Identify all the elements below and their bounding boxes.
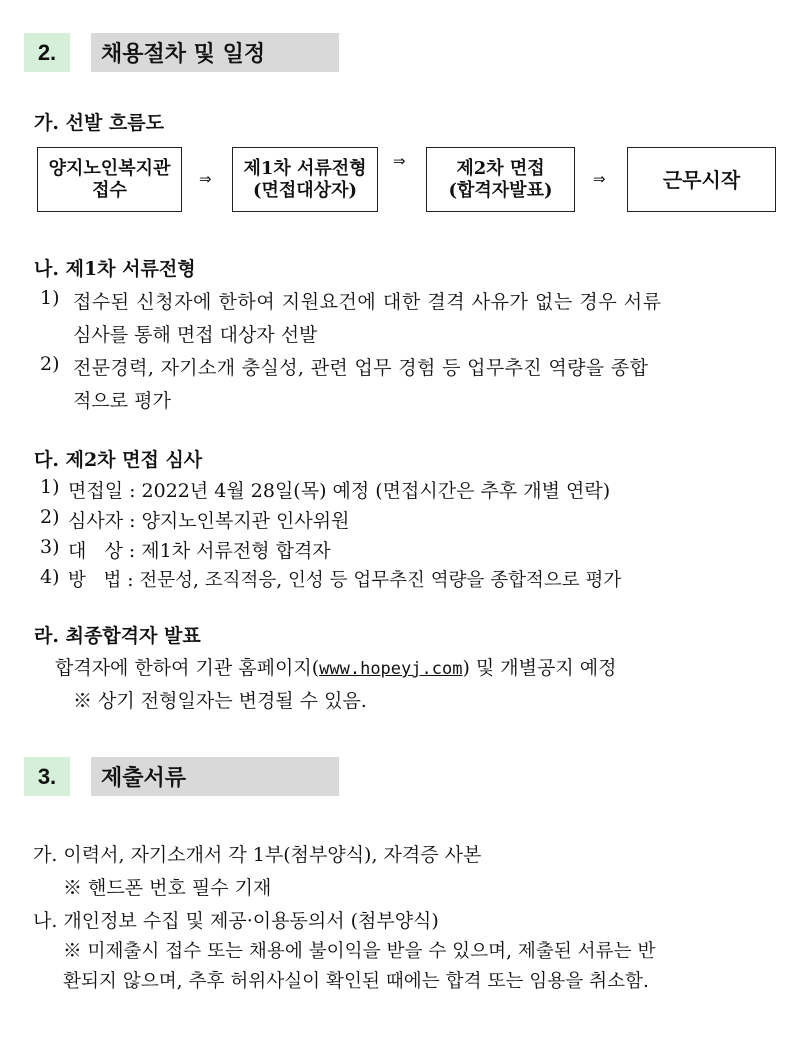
interview-item-1-num: 1): [40, 476, 60, 498]
required-docs-item-a-note: ※ 핸드폰 번호 필수 기재: [63, 877, 272, 899]
interview-item-3-num: 3): [40, 536, 60, 558]
flow-step-document-line2: (면접대상자): [253, 179, 357, 201]
flow-arrow-3: ⇒: [593, 170, 606, 188]
flow-step-reception-line2: 접수: [92, 179, 127, 201]
final-text-after: ) 및 개별공지 예정: [462, 657, 617, 679]
interview-item-2-num: 2): [40, 506, 60, 528]
final-announcement-heading: 라. 최종합격자 발표: [34, 625, 201, 647]
flow-step-start-work: [627, 147, 776, 212]
document-screening-heading: 나. 제1차 서류전형: [34, 258, 196, 280]
flow-heading: 가. 선발 흐름도: [34, 112, 164, 134]
flow-step-interview-line2: (합격자발표): [448, 179, 553, 201]
interview-item-3-text: 대 상 : 제1차 서류전형 합격자: [68, 540, 331, 562]
section-2-title: 채용절차 및 일정: [91, 33, 339, 72]
flow-step-document-screening: [232, 147, 378, 212]
required-docs-item-b-note-line2: 환되지 않으며, 추후 허위사실이 확인된 때에는 합격 또는 임용을 취소함.: [63, 971, 649, 992]
flow-arrow-1: ⇒: [199, 170, 212, 188]
section-3-title: 제출서류: [91, 757, 339, 796]
doc-item-2-num: 2): [40, 353, 60, 375]
final-text-before: 합격자에 한하여 기관 홈페이지(: [55, 657, 320, 679]
interview-item-4-text: 방 법 : 전문성, 조직적응, 인성 등 업무추진 역량을 종합적으로 평가: [68, 570, 622, 591]
section-3-number: 3.: [24, 757, 70, 796]
interview-item-1-text: 면접일 : 2022년 4월 28일(목) 예정 (면접시간은 추후 개별 연락): [68, 480, 611, 502]
flow-step-document-line1: 제1차 서류전형: [243, 157, 367, 179]
doc-item-2-line2: 적으로 평가: [73, 390, 171, 412]
final-announcement-text: [55, 653, 616, 680]
interview-heading: 다. 제2차 면접 심사: [34, 449, 203, 471]
interview-item-4-num: 4): [40, 566, 60, 588]
required-docs-item-a: 가. 이력서, 자기소개서 각 1부(첨부양식), 자격증 사본: [33, 844, 482, 866]
flow-step-interview-line1: 제2차 면접: [456, 157, 545, 179]
interview-item-2-text: 심사자 : 양지노인복지관 인사위원: [68, 510, 350, 532]
doc-item-1-line2: 심사를 통해 면접 대상자 선발: [73, 324, 318, 346]
flow-step-reception-line1: 양지노인복지관: [48, 157, 171, 179]
schedule-change-note: ※ 상기 전형일자는 변경될 수 있음.: [73, 690, 367, 712]
doc-item-1-line1: 접수된 신청자에 한하여 지원요건에 대한 결격 사유가 없는 경우 서류: [73, 291, 662, 313]
doc-item-2-line1: 전문경력, 자기소개 충실성, 관련 업무 경험 등 업무추진 역량을 종합: [73, 357, 649, 379]
flow-step-interview: [426, 147, 575, 212]
flow-arrow-2: ⇒: [393, 152, 406, 170]
section-2-number: 2.: [24, 33, 70, 72]
flow-step-reception: [37, 147, 182, 212]
required-docs-item-b-note-line1: ※ 미제출시 접수 또는 채용에 불이익을 받을 수 있으며, 제출된 서류는 반: [63, 941, 656, 962]
homepage-link[interactable]: www.hopeyj.com: [319, 659, 463, 679]
flow-step-start-line1: 근무시작: [662, 167, 741, 192]
doc-item-1-num: 1): [40, 287, 60, 309]
required-docs-item-b: 나. 개인정보 수집 및 제공·이용동의서 (첨부양식): [33, 910, 439, 932]
